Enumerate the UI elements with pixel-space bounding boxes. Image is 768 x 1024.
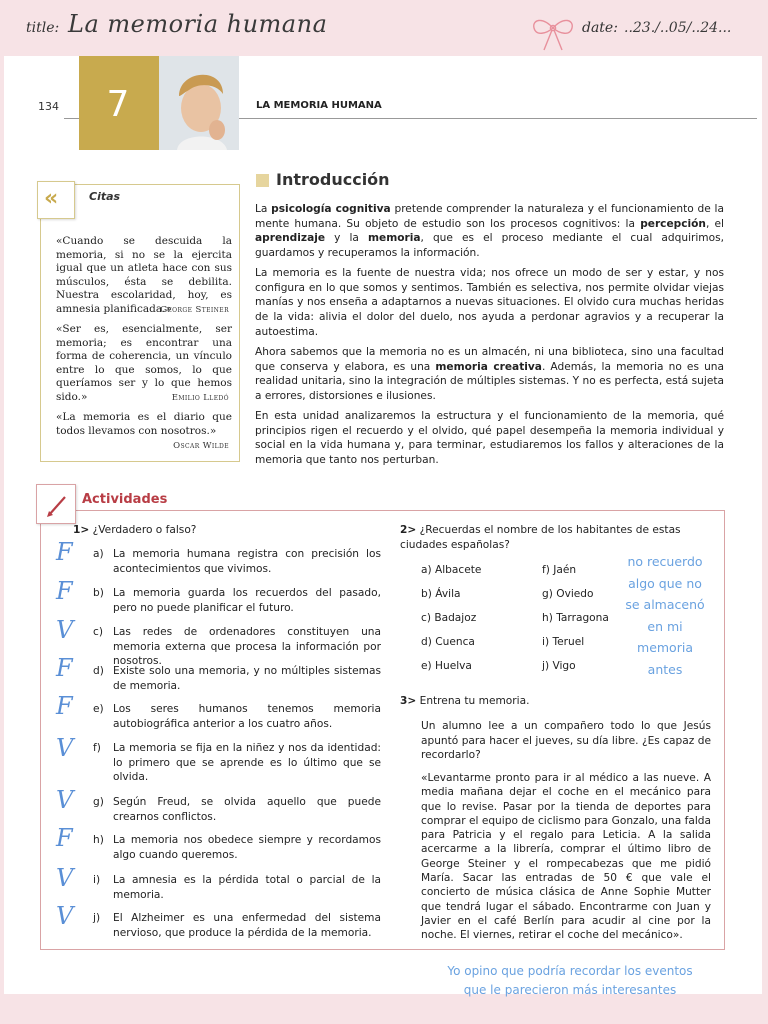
activities-flag (36, 484, 76, 524)
pencil-icon (37, 485, 77, 525)
q1-item-letter: j) (93, 912, 101, 924)
quote-1-author: George Steiner (160, 305, 229, 315)
q1-item-letter: f) (93, 742, 101, 754)
q1-item-letter: c) (93, 626, 103, 638)
handwritten-answer[interactable]: F (56, 692, 73, 720)
q1-item-text: La memoria nos obedece siempre y recordamos algo cuando queremos. (113, 834, 381, 861)
q1-item-letter: e) (93, 703, 104, 715)
quotes-heading: Citas (89, 190, 121, 203)
q1-item-text: La amnesia es la pérdida total o parcial de la memoria. (113, 874, 381, 901)
city-item: e) Huelva (421, 660, 472, 672)
notebook-header (0, 0, 768, 56)
quote-2: «Ser es, esencialmente, ser memoria; es encontrar una forma de coherencia, un vínculo entre lo que somos, lo que queríamos ser y lo que hemos sido.» (56, 323, 232, 403)
quote-marks-icon: « (44, 186, 59, 211)
textbook-page (4, 56, 762, 994)
quotes-flag (37, 181, 75, 219)
intro-paragraph-1: La psicología cognitiva pretende comprender la naturaleza y el funcionamiento de la mente humana. Su objeto de estudio son los procesos cognitivos: la percepción, el aprendizaje y la memoria, que es el proceso mediante el cual adquirimos, guardamos y recuperamos la información. (255, 203, 724, 260)
city-item: b) Ávila (421, 588, 461, 600)
title-label: title: (26, 20, 60, 36)
intro-paragraph-2: La memoria es la fuente de nuestra vida; nos ofrece un modo de ser y estar, y nos configura en lo que somos y sentimos. También es selectiva, nos permite olvidar viejas manías y nos enseña a adaptarnos a nuevas situaciones. El olvido cura muchas heridas de la vida: alivia el dolor del duelo, nos ayuda a perdonar agravios y a recuperar la autoestima. (255, 267, 724, 338)
chapter-number-box (79, 56, 159, 150)
handwritten-answer[interactable]: F (56, 654, 73, 682)
city-item: a) Albacete (421, 564, 482, 576)
q1-item-text: Las redes de ordenadores constituyen una memoria externa que procesa la información por nosotros. (113, 626, 381, 668)
q1-item-letter: b) (93, 587, 104, 599)
q2-heading: 2> ¿Recuerdas el nombre de los habitantes de estas ciudades españolas? (400, 524, 681, 551)
quote-3: «La memoria es el diario que todos llevamos con nosotros.» (56, 411, 232, 437)
handwritten-answer[interactable]: F (56, 538, 73, 566)
city-item: j) Vigo (542, 660, 576, 672)
handwritten-answer[interactable]: V (56, 786, 74, 814)
quote-1: «Cuando se descuida la memoria, si no se la ejercita igual que un atleta hace con sus músculos, ésta se debilita. Nuestra escolaridad, hoy, es amnesia planificada.» (56, 235, 232, 315)
city-item: f) Jaén (542, 564, 577, 576)
city-item: d) Cuenca (421, 636, 475, 648)
bow-icon (528, 14, 578, 54)
q3-text: «Levantarme pronto para ir al médico a las nueve. A media mañana dejar el coche en el mecánico para que lo revise. Pasar por la tienda de deportes para comprar el equipo de ciclismo para Gonzalo, una falda para Patricia y el regalo para Leticia. A la salida acercarme a la librería, comprar el último libro de George Steiner y el rompecabezas que me pidió María. Sacar las entradas de 50 € que vale el concierto de música clásica de Anne Sophie Mutter que tendrá lugar el sábado. Encontrarme con Juan y Javier en el café Berlín para acudir al cine por la noche. El viernes, retirar el coche del mecánico». (421, 772, 711, 942)
q1-item-text: La memoria humana registra con precisión los acontecimientos que vivimos. (113, 548, 381, 575)
q1-item-text: La memoria guarda los recuerdos del pasado, pero no puede planificar el futuro. (113, 587, 381, 614)
q1-item-letter: i) (93, 874, 101, 886)
q1-item-text: Según Freud, se olvida aquello que puede crearnos conflictos. (113, 796, 381, 823)
q1-item-text: La memoria se fija en la niñez y nos da identidad: lo primero que se aprende es lo último que se olvida. (113, 742, 381, 784)
q3-heading: 3> Entrena tu memoria. (400, 695, 530, 707)
header-rule-left (64, 118, 79, 119)
q1-item-text: Los seres humanos tenemos memoria autobiográfica anterior a los cuatro años. (113, 703, 381, 730)
intro-marker (256, 174, 269, 187)
city-item: h) Tarragona (542, 612, 609, 624)
quote-2-author: Emilio Lledó (171, 393, 229, 403)
handwritten-note-bottom: Yo opino que podría recordar los eventos que le parecieron más interesantes (447, 964, 693, 997)
q1-item-letter: d) (93, 665, 104, 677)
chapter-photo (159, 56, 239, 150)
handwritten-answer[interactable]: V (56, 864, 74, 892)
handwritten-date[interactable]: ..23./..05/..24... (624, 20, 732, 36)
city-item: c) Badajoz (421, 612, 477, 624)
intro-title: Introducción (276, 170, 390, 189)
q1-item-text: El Alzheimer es una enfermedad del sistema nervioso, que produce la pérdida de la memoria. (113, 912, 381, 939)
date-label: date: (582, 20, 618, 36)
activities-title: Actividades (82, 492, 168, 507)
handwritten-answer[interactable]: F (56, 577, 73, 605)
q1-heading: 1> ¿Verdadero o falso? (73, 524, 197, 536)
page-number: 134 (38, 100, 59, 113)
handwritten-answer[interactable]: F (56, 824, 73, 852)
q1-item-letter: g) (93, 796, 104, 808)
intro-paragraph-3: Ahora sabemos que la memoria no es un almacén, ni una biblioteca, sino una facultad que conserva y elabora, es una memoria creativa. Además, la memoria no es una realidad unitaria, sino la integración de múltiples sistemas. Y no es perfecta, está sujeta a errores, distorsiones e ilusiones. (255, 346, 724, 403)
handwritten-answer[interactable]: V (56, 616, 74, 644)
chapter-title: LA MEMORIA HUMANA (256, 100, 382, 111)
header-rule (239, 118, 757, 119)
q3-intro: Un alumno lee a un compañero todo lo que Jesús apuntó para hacer el jueves, su día libre. ¿Es capaz de recordarlo? (421, 720, 711, 762)
intro-paragraph-4: En esta unidad analizaremos la estructura y el funcionamiento de la memoria, qué principios rigen el recuerdo y el olvido, qué papel desempeña la memoria individual y social en la vida humana y, para terminar, estudiaremos los fallos y alteraciones de la memoria que tanto nos perturban. (255, 410, 724, 467)
city-item: i) Teruel (542, 636, 585, 648)
chapter-number: 7 (106, 84, 130, 125)
handwritten-note-q2: no recuerdo algo que no se almacenó en mi memoria antes (625, 554, 705, 677)
handwritten-answer[interactable]: V (56, 902, 74, 930)
quotes-box (40, 184, 240, 462)
city-item: g) Oviedo (542, 588, 594, 600)
q1-item-letter: h) (93, 834, 104, 846)
quote-3-author: Oscar Wilde (173, 441, 229, 451)
boy-photo-illustration (159, 56, 239, 150)
q1-item-text: Existe solo una memoria, y no múltiples sistemas de memoria. (113, 665, 381, 692)
handwritten-title[interactable]: La memoria humana (68, 10, 328, 38)
handwritten-answer[interactable]: V (56, 734, 74, 762)
q1-item-letter: a) (93, 548, 104, 560)
